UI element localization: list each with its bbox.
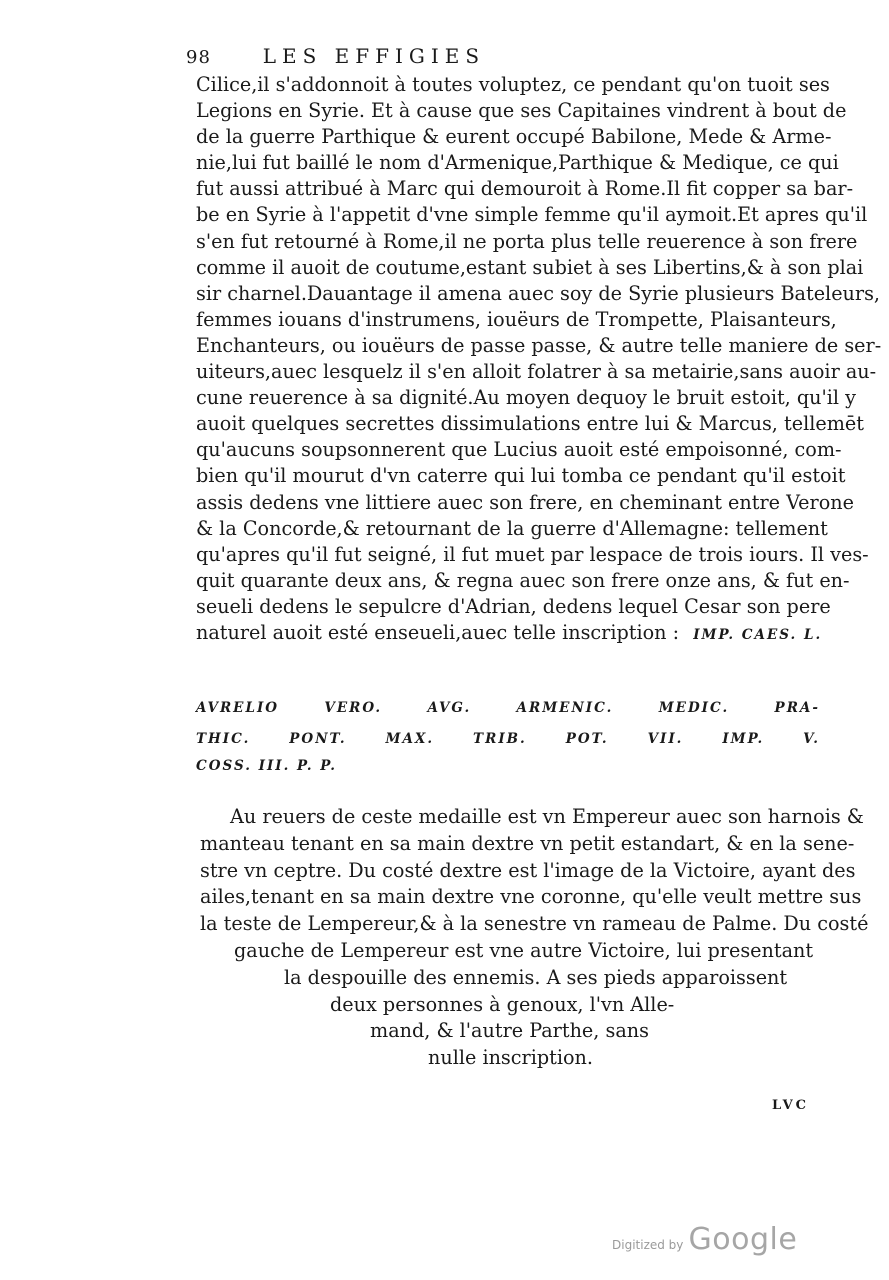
text-line: uiteurs,auec lesquelz il s'en alloit folatrer à sa metairie,sans auoir au- <box>196 360 877 384</box>
inscription-line: AVRELIO VERO. AVG. ARMENIC. MEDIC. PRA- <box>196 700 820 716</box>
text-line: la despouille des ennemis. A ses pieds apparoissent <box>284 965 788 989</box>
text-line: la teste de Lempereur,& à la senestre vn rameau de Palme. Du costé <box>200 912 869 936</box>
text-line: Enchanteurs, ou iouëurs de passe passe, & autre telle maniere de ser- <box>196 333 882 357</box>
text-line: s'en fut retourné à Rome,il ne porta plus telle reuerence à son frere <box>196 229 858 253</box>
digitized-watermark <box>612 1222 797 1257</box>
text-line: & la Concorde,& retournant de la guerre d'Allemagne: tellement <box>196 516 828 540</box>
inscription-intro: naturel auoit esté enseueli,auec telle inscription : <box>196 620 680 644</box>
inscription-lead: IMP. CAES. L. <box>693 626 823 643</box>
text-line: qu'apres qu'il fut seigné, il fut muet par lespace de trois iours. Il ves- <box>196 542 869 566</box>
text-line: nie,lui fut baillé le nom d'Armenique,Parthique & Medique, ce qui <box>196 151 839 175</box>
text-line: ailes,tenant en sa main dextre vne coronne, qu'elle veult mettre sus <box>200 885 862 909</box>
reverse-description <box>0 804 889 1072</box>
text-line-inscription-intro <box>196 620 826 648</box>
inscription-line: COSS. III. P. P. <box>196 758 337 774</box>
text-line: assis dedens vne littiere auec son frere, en cheminant entre Verone <box>196 490 854 514</box>
watermark-prefix: Digitized by <box>612 1238 684 1252</box>
catchword: LVC <box>772 1098 810 1113</box>
text-line: Legions en Syrie. Et à cause que ses Capitaines vindrent à bout de <box>196 99 847 123</box>
text-line: seueli dedens le sepulcre d'Adrian, dedens lequel Cesar son pere <box>196 594 831 618</box>
text-line: bien qu'il mourut d'vn caterre qui lui tomba ce pendant qu'il estoit <box>196 464 846 488</box>
google-logo: Google <box>688 1222 798 1257</box>
text-line: Au reuers de ceste medaille est vn Empereur auec son harnois & <box>230 805 864 828</box>
running-head: LES EFFIGIES <box>262 44 486 68</box>
page-header <box>186 44 485 68</box>
text-line: manteau tenant en sa main dextre vn petit estandart, & en la sene- <box>200 831 855 855</box>
inscription-line: THIC. PONT. MAX. TRIB. POT. VII. IMP. V. <box>196 731 820 747</box>
main-text-block <box>196 72 882 648</box>
text-line: deux personnes à genoux, l'vn Alle- <box>330 992 675 1016</box>
text-line: gauche de Lempereur est vne autre Victoire, lui presentant <box>234 938 814 962</box>
text-line: fut aussi attribué à Marc qui demouroit à Rome.Il fit copper sa bar- <box>196 177 854 201</box>
text-line: femmes iouans d'instrumens, iouëurs de Trompette, Plaisanteurs, <box>196 307 837 331</box>
text-line: comme il auoit de coutume,estant subiet à ses Libertins,& à son plai <box>196 255 864 279</box>
text-line: nulle inscription. <box>428 1046 593 1070</box>
page-number: 98 <box>186 47 211 68</box>
text-line: Cilice,il s'addonnoit à toutes voluptez, ce pendant qu'on tuoit ses <box>196 73 830 96</box>
text-line: quit quarante deux ans, & regna auec son frere onze ans, & fut en- <box>196 568 850 592</box>
text-line: stre vn ceptre. Du costé dextre est l'image de la Victoire, ayant des <box>200 858 856 882</box>
text-line: sir charnel.Dauantage il amena auec soy de Syrie plusieurs Bateleurs, <box>196 281 881 305</box>
text-line: auoit quelques secrettes dissimulations entre lui & Marcus, tellemēt <box>196 412 864 436</box>
text-line: qu'aucuns soupsonnerent que Lucius auoit esté empoisonné, com- <box>196 438 842 462</box>
text-line: be en Syrie à l'appetit d'vne simple femme qu'il aymoit.Et apres qu'il <box>196 203 868 227</box>
text-line: cune reuerence à sa dignité.Au moyen dequoy le bruit estoit, qu'il y <box>196 386 856 410</box>
text-line: de la guerre Parthique & eurent occupé Babilone, Mede & Arme- <box>196 125 832 149</box>
text-line: mand, & l'autre Parthe, sans <box>370 1019 649 1043</box>
